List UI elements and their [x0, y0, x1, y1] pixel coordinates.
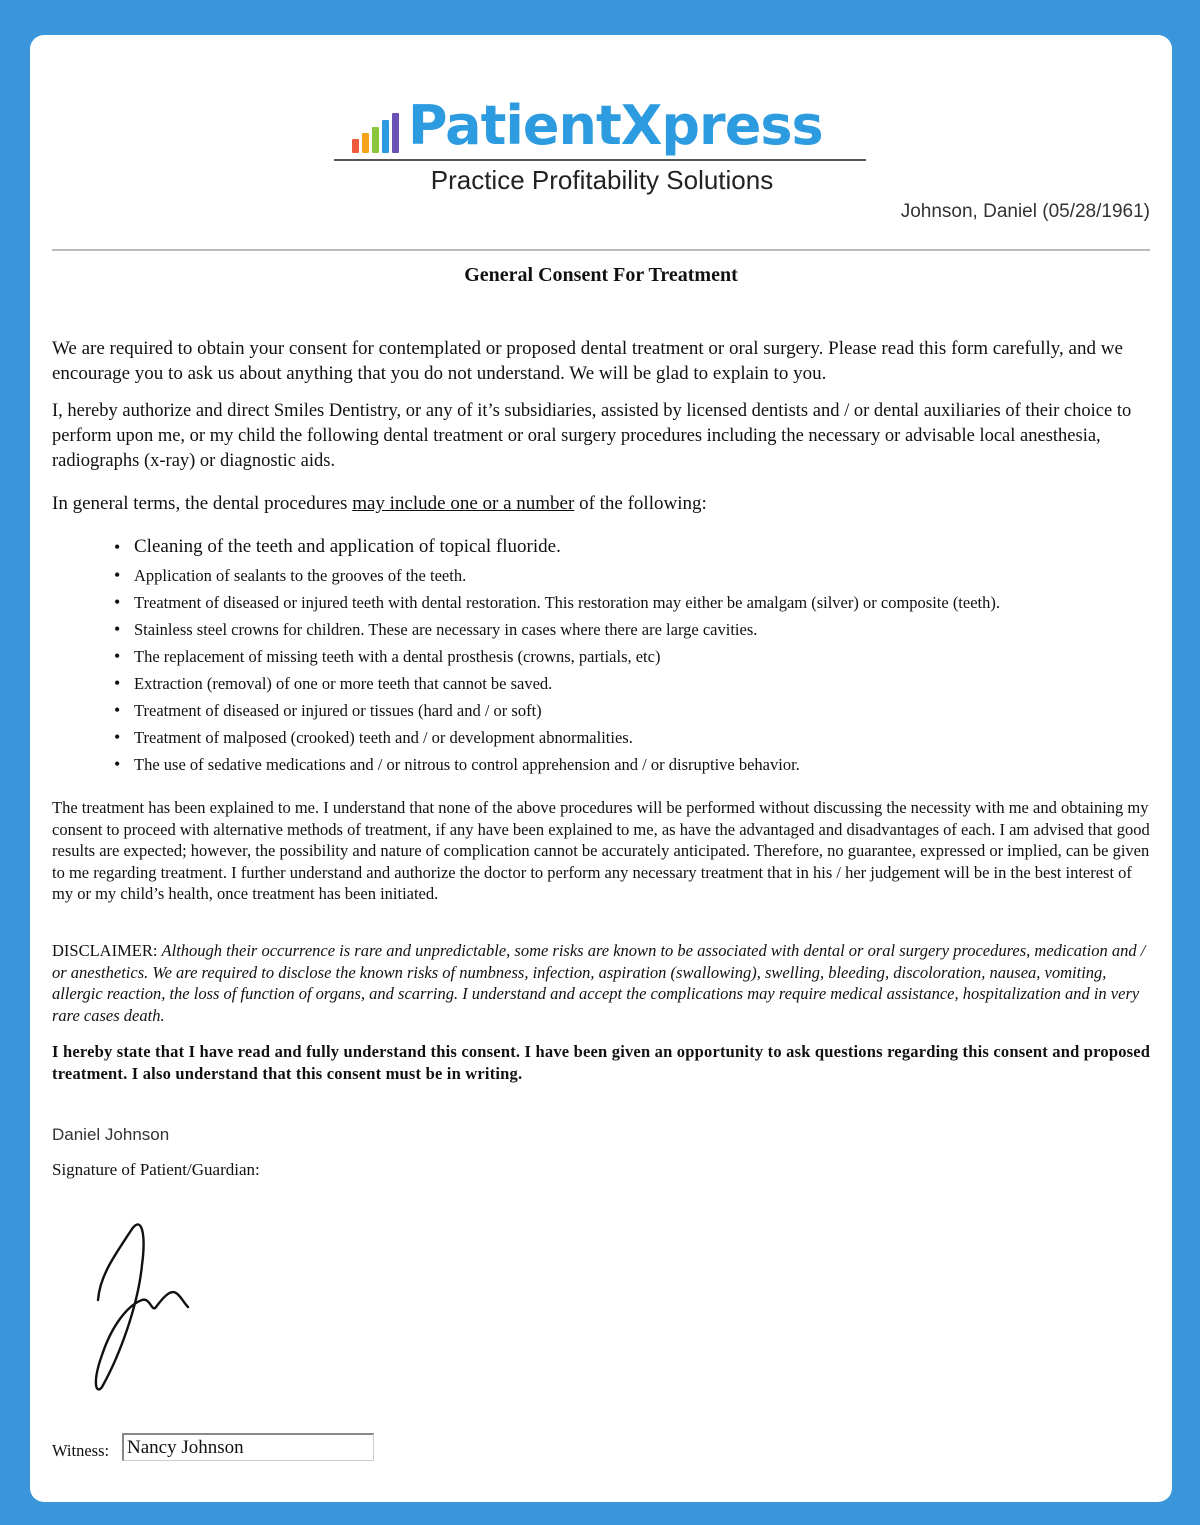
list-item: • Cleaning of the teeth and application of topical fluoride.: [112, 532, 1000, 562]
logo-divider: [334, 159, 866, 161]
consent-form: [30, 35, 1172, 1502]
disclaimer-text: Although their occurrence is rare and unpredictable, some risks are known to be associated with dental or oral surgery procedures, medication and / or anesthetics. We are required to disclose the known risks of numbness, infection, aspiration (swallowing), swelling, bleeding, discoloration, nausea, vomiting, allergic reaction, the loss of function of organs, and scarring. I understand and accept the complications may require medical assistance, hospitalization and in very rare cases death.: [52, 941, 1146, 1025]
procedures-intro-before: In general terms, the dental procedures: [52, 493, 353, 514]
patient-identifier: Johnson, Daniel (05/28/1961): [900, 201, 1150, 222]
list-item: • The use of sedative medications and / or nitrous to control apprehension and / or disruptive behavior.: [112, 751, 1000, 778]
witness-name-field[interactable]: Nancy Johnson: [122, 1433, 374, 1461]
list-item: • Stainless steel crowns for children. These are necessary in cases where there are large cavities.: [112, 616, 1000, 643]
header-divider: [52, 249, 1150, 251]
patientxpress-logo: [352, 71, 892, 201]
patient-printed-name: Daniel Johnson: [52, 1125, 170, 1144]
list-item: • Treatment of diseased or injured or tissues (hard and / or soft): [112, 697, 1000, 724]
brand-tagline: Practice Profitability Solutions: [430, 165, 774, 195]
signature-label: Signature of Patient/Guardian:: [52, 1160, 260, 1179]
disclaimer-label: DISCLAIMER:: [52, 941, 162, 960]
procedures-intro-underlined: may include one or a number: [352, 493, 575, 514]
procedures-list: [112, 532, 1000, 778]
list-item: • Treatment of diseased or injured teeth with dental restoration. This restoration may either be amalgam (silver) or composite (teeth).: [112, 589, 1000, 616]
intro-paragraph: We are required to obtain your consent for contemplated or proposed dental treatment or oral surgery. Please read this form carefully, and we encourage you to ask us about anything that you do not understand. We will be glad to explain to you.: [52, 338, 1123, 384]
patient-signature: [90, 1215, 200, 1395]
bar-chart-icon: [352, 113, 406, 153]
brand-name: PatientXpress: [408, 94, 823, 157]
explanation-paragraph: The treatment has been explained to me. I understand that none of the above procedures will be performed without discussing the necessity with me and obtaining my consent to proceed with alternative methods of treatment, if any have been explained to me, as have the advantaged and disadvantages of each. I am advised that good results are expected; however, the possibility and nature of complication cannot be accurately anticipated. Therefore, no guarantee, expressed or implied, can be given to me regarding treatment. I further understand and authorize the doctor to perform any necessary treatment that in his / her judgement will be in the best interest of my or my child’s health, once treatment has been initiated.: [52, 798, 1150, 903]
form-title: General Consent For Treatment: [464, 264, 738, 286]
authorization-paragraph: I, hereby authorize and direct Smiles Dentistry, or any of it’s subsidiaries, assisted by licensed dentists and / or dental auxiliaries of their choice to perform upon me, or my child the following dental treatment or oral surgery procedures including the necessary or advisable local anesthesia, radiographs (x-ray) or diagnostic aids.: [52, 401, 1132, 471]
procedures-intro-after: of the following:: [574, 493, 707, 514]
list-item: • Treatment of malposed (crooked) teeth and / or development abnormalities.: [112, 724, 1000, 751]
disclaimer-paragraph: [52, 940, 1154, 1026]
list-item: • Extraction (removal) of one or more teeth that cannot be saved.: [112, 670, 1000, 697]
procedures-intro: [52, 491, 1154, 516]
list-item: • Application of sealants to the grooves of the teeth.: [112, 562, 1000, 589]
witness-label: Witness:: [52, 1441, 110, 1460]
list-item: • The replacement of missing teeth with a dental prosthesis (crowns, partials, etc): [112, 643, 1000, 670]
consent-statement: I hereby state that I have read and fully understand this consent. I have been given an opportunity to ask questions regarding this consent and proposed treatment. I also understand that this consent must be in writing.: [52, 1042, 1151, 1083]
